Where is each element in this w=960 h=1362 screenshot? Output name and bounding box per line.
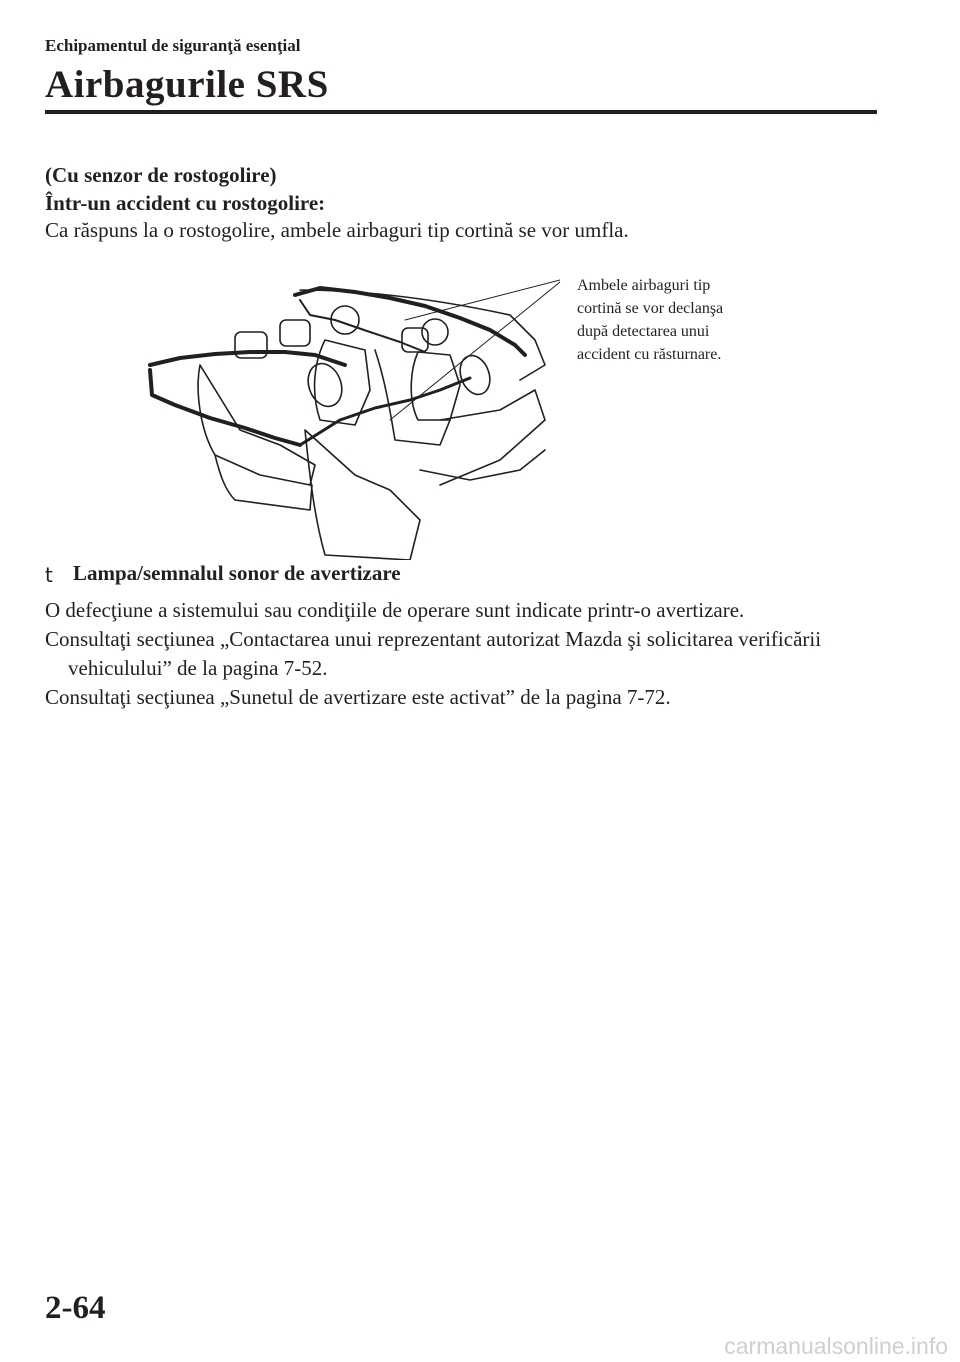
warning-paragraph: O defecţiune a sistemului sau condiţiile de operare sunt indicate printr-o avertizare. — [45, 598, 745, 622]
callout-line: accident cu răsturnare. — [577, 346, 722, 363]
warning-paragraph: vehiculului” de la pagina 7-52. — [68, 656, 328, 680]
rollover-text: Ca răspuns la o rostogolire, ambele airbaguri tip cortină se vor umfla. — [45, 218, 629, 242]
rollover-subheading: Într-un accident cu rostogolire: — [45, 191, 326, 215]
warning-paragraph: Consultaţi secţiunea „Sunetul de avertizare este activat” de la pagina 7-72. — [45, 685, 671, 709]
section-bullet-icon: t — [45, 563, 53, 587]
warning-heading: Lampa/semnalul sonor de avertizare — [73, 561, 401, 585]
curtain-airbag-illustration — [140, 270, 560, 560]
rollover-condition: (Cu senzor de rostogolire) — [45, 163, 277, 187]
title-divider — [45, 110, 877, 114]
callout-line: cortină se vor declanşa — [577, 300, 724, 317]
page-number: 2-64 — [45, 1290, 106, 1326]
chapter-label: Echipamentul de siguranţă esenţial — [45, 36, 301, 55]
callout-line: după detectarea unui — [577, 323, 710, 340]
warning-paragraph: Consultaţi secţiunea „Contactarea unui reprezentant autorizat Mazda şi solicitarea verificării — [45, 627, 822, 651]
watermark: carmanualsonline.info — [724, 1333, 948, 1359]
page-title: Airbagurile SRS — [45, 63, 329, 106]
callout-line: Ambele airbaguri tip — [577, 277, 711, 294]
airbag-callout — [577, 274, 777, 366]
